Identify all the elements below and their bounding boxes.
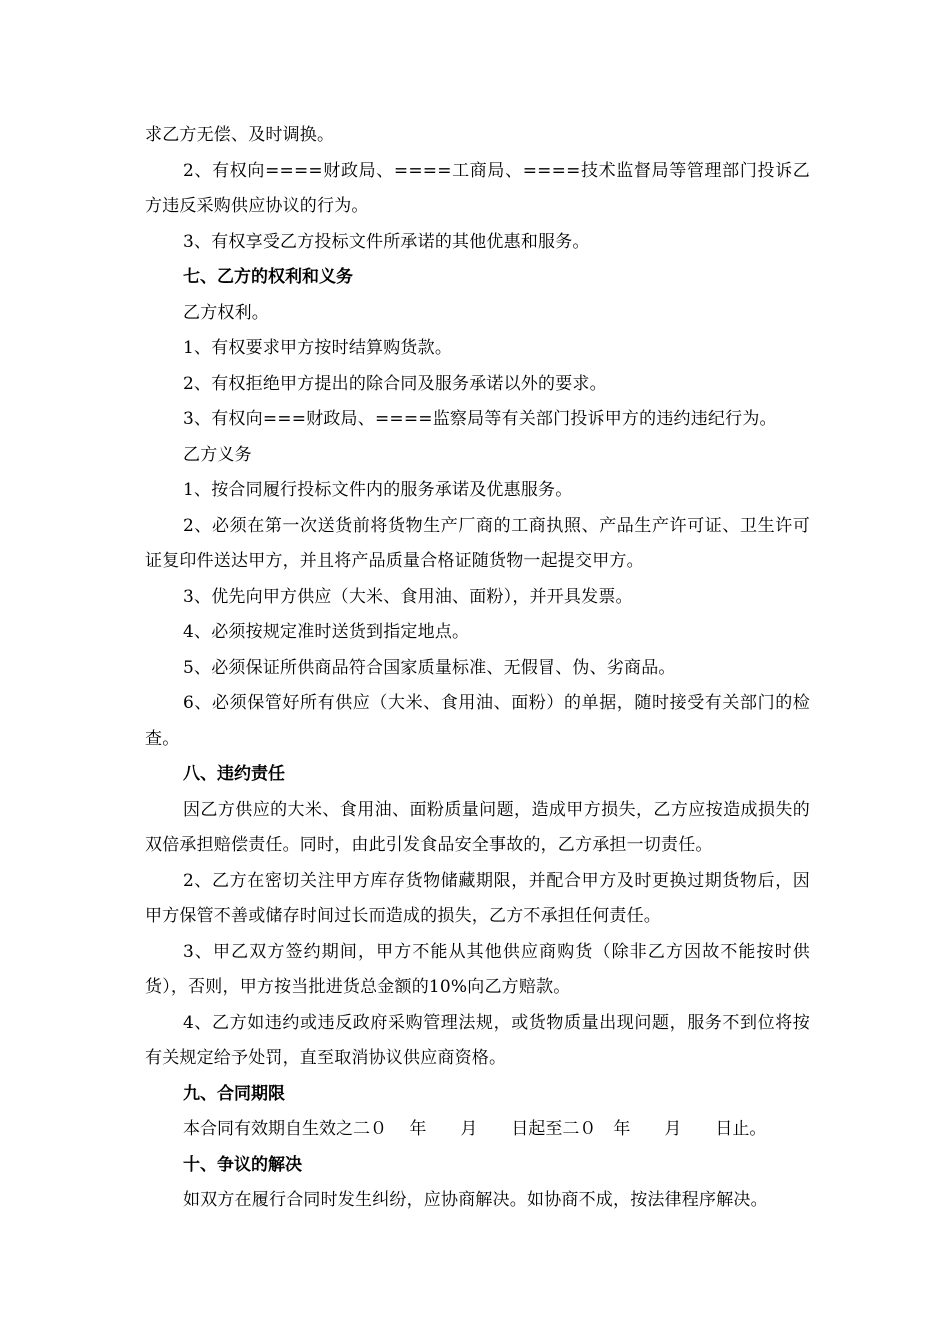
section-heading: 七、乙方的权利和义务 [183,267,353,287]
paragraph: 5、必须保证所供商品符合国家质量标准、无假冒、伪、劣商品。 [183,657,676,678]
paragraph: 4、乙方如违约或违反政府采购管理法规，或货物质量出现问题，服务不到位将按有关规定给予处罚，直至取消协议供应商资格。 [145,1012,810,1068]
section-heading: 十、争议的解决 [183,1154,302,1175]
paragraph: 2、有权向====财政局、====工商局、====技术监督局等管理部门投诉乙方违反采购供应协议的行为。 [145,160,810,216]
paragraph: 4、必须按规定准时送货到指定地点。 [183,622,470,642]
paragraph: 3、有权享受乙方投标文件所承诺的其他优惠和服务。 [183,231,590,252]
paragraph: 1、有权要求甲方按时结算购货款。 [183,338,453,358]
paragraph: 乙方义务 [183,444,252,465]
paragraph: 6、必须保管好所有供应（大米、食用油、面粉）的单据，随时接受有关部门的检查。 [145,693,810,749]
paragraph: 3、有权向===财政局、====监察局等有关部门投诉甲方的违约违纪行为。 [183,409,777,429]
paragraph: 3、优先向甲方供应（大米、食用油、面粉），并开具发票。 [183,586,633,607]
section-heading: 九、合同期限 [183,1083,285,1104]
paragraph: 2、必须在第一次送货前将货物生产厂商的工商执照、产品生产许可证、卫生许可证复印件送达甲方，并且将产品质量合格证随货物一起提交甲方。 [145,515,810,571]
paragraph: 求乙方无偿、及时调换。 [145,125,335,145]
paragraph: 3、甲乙双方签约期间，甲方不能从其他供应商购货（除非乙方因故不能按时供货），否则，甲方按当批进货总金额的10%向乙方赔款。 [145,941,810,997]
document-body [145,118,810,1219]
paragraph: 1、按合同履行投标文件内的服务承诺及优惠服务。 [183,480,573,500]
paragraph: 2、乙方在密切关注甲方库存货物储藏期限，并配合甲方及时更换过期货物后，因甲方保管不善或储存时间过长而造成的损失，乙方不承担任何责任。 [145,870,810,926]
contract-term-line: 本合同有效期自生效之二０ 年 月 日起至二０ 年 月 日止。 [183,1119,767,1139]
section-heading: 八、违约责任 [183,764,285,784]
paragraph: 如双方在履行合同时发生纠纷，应协商解决。如协商不成，按法律程序解决。 [183,1190,768,1210]
paragraph: 2、有权拒绝甲方提出的除合同及服务承诺以外的要求。 [183,373,607,394]
paragraph: 乙方权利。 [183,302,269,323]
paragraph: 因乙方供应的大米、食用油、面粉质量问题，造成甲方损失，乙方应按造成损失的双倍承担赔偿责任。同时，由此引发食品安全事故的，乙方承担一切责任。 [145,799,810,855]
